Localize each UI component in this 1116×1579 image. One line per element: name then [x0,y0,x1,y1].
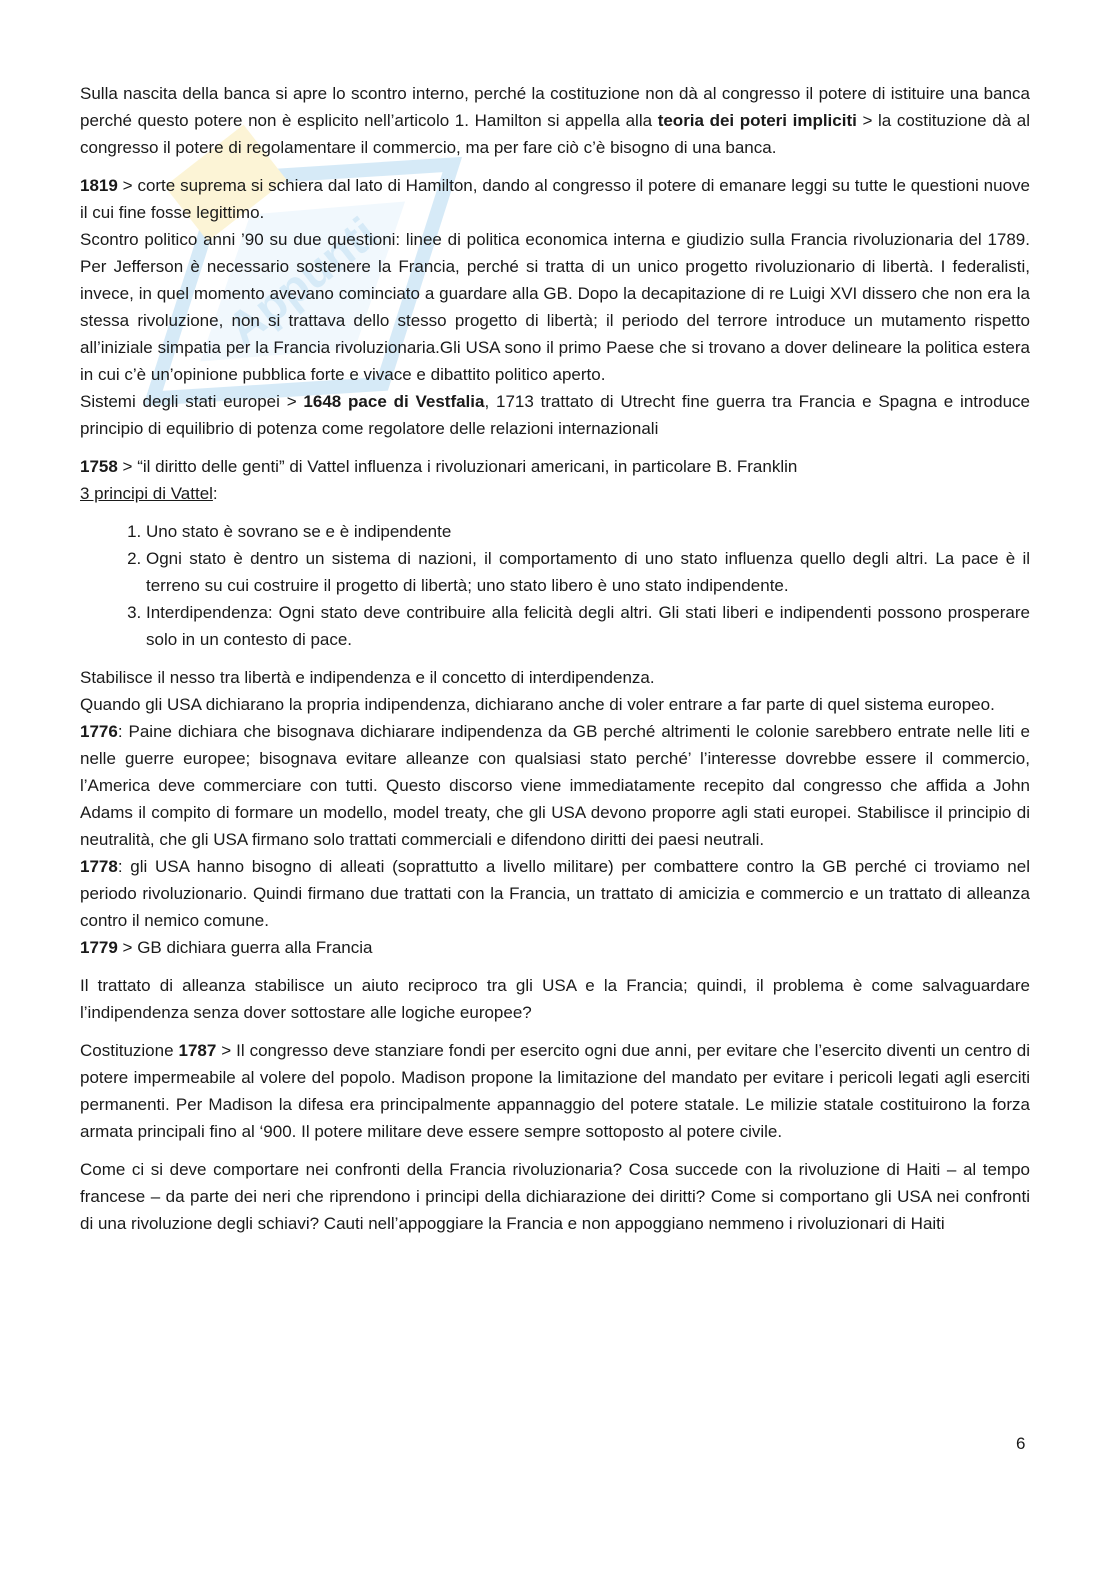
document-body [80,80,1030,1237]
list-item: 1. Uno stato è sovrano se e è indipendente [146,518,1030,545]
paragraph-1819: 1819 > corte suprema si schiera dal lato di Hamilton, dando al congresso il potere di emanare leggi su tutte le questioni nuove il cui fine fosse legittimo. [80,176,1030,222]
paragraph-alliance: Il trattato di alleanza stabilisce un aiuto reciproco tra gli USA e la Francia; quindi, il problema è come salvaguardare l’indipendenza senza dover sottostare alle logiche europee? [80,976,1030,1022]
paragraph-political-clash: Scontro politico anni ’90 su due questioni: linee di politica economica interna e giudizio sulla Francia rivoluzionaria del 1789. Per Jefferson è necessario sostenere la Francia, perché si tratta di un unico progetto rivoluzionario di libertà. I federalisti, invece, in quel momento avevano cominciato a guardare alla GB. Dopo la decapitazione di re Luigi XVI dissero che non era la stessa rivoluzione, non si trattava dello stesso progetto di libertà; il periodo del terrore introduce un mutamento rispetto all’iniziale simpatia per la Francia rivoluzionaria.Gli USA sono il primo Paese che si trovano a dover delineare la politica estera in cui c’è un’opinione pubblica forte e vivace e dibattito politico aperto. [80,230,1030,384]
paragraph-vattel-heading: 3 principi di Vattel: [80,484,218,503]
paragraph-haiti: Come ci si deve comportare nei confronti della Francia rivoluzionaria? Cosa succede con la rivoluzione di Haiti – al tempo francese – da parte dei neri che riprendono i principi della dichiarazione dei diritti? Come si comportano gli USA nei confronti di una rivoluzione degli schiavi? Cauti nell’appoggiare la Francia e non appoggiano nemmeno i rivoluzionari di Haiti [80,1160,1030,1233]
paragraph-independence: Quando gli USA dichiarano la propria indipendenza, dichiarano anche di voler entrare a far parte di quel sistema europeo. [80,695,995,714]
list-item: 2. Ogni stato è dentro un sistema di nazioni, il comportamento di uno stato influenza quello degli altri. La pace è il terreno su cui costruire il progetto di libertà; uno stato libero è uno stato indipendente. [146,545,1030,599]
page-number: 6 [1016,1434,1026,1453]
list-item: 3. Interdipendenza: Ogni stato deve contribuire alla felicità degli altri. Gli stati liberi e indipendenti possono prosperare solo in un contesto di pace. [146,599,1030,653]
paragraph-nexus: Stabilisce il nesso tra libertà e indipendenza e il concetto di interdipendenza. [80,668,655,687]
vattel-principles-list [80,518,1030,653]
paragraph-1776: 1776: Paine dichiara che bisognava dichiarare indipendenza da GB perché altrimenti le colonie sarebbero entrate nelle liti e nelle guerre europee; bisognava evitare alleanze con qualsiasi stato perché’ l’interesse dovrebbe essere il commercio, l’America deve commerciare con tutti. Questo discorso viene immediatamente recepito dal congresso che affida a John Adams il compito di formare un modello, model treaty, che gli USA devono proporre agli stati europei. Stabilisce il principio di neutralità, che gli USA firmano solo trattati commerciali e difendono diritti dei paesi neutrali. [80,722,1030,849]
paragraph-1779: 1779 > GB dichiara guerra alla Francia [80,938,373,957]
paragraph-1787: Costituzione 1787 > Il congresso deve stanziare fondi per esercito ogni due anni, per evitare che l’esercito diventi un centro di potere impermeabile al volere del popolo. Madison propone la limitazione del mandato per evitare i pericoli legati agli eserciti permanenti. Per Madison la difesa era principalmente appannaggio del potere statale. Le milizie statale costituirono la forza armata principali fino al ‘900. Il potere militare deve essere sempre sottoposto al potere civile. [80,1041,1030,1141]
paragraph-1778: 1778: gli USA hanno bisogno di alleati (soprattutto a livello militare) per combattere contro la GB perché ci troviamo nel periodo rivoluzionario. Quindi firmano due trattati con la Francia, un trattato di amicizia e commercio e un trattato di alleanza contro il nemico comune. [80,857,1030,930]
paragraph-bank: Sulla nascita della banca si apre lo scontro interno, perché la costituzione non dà al congresso il potere di istituire una banca perché questo potere non è esplicito nell’articolo 1. Hamilton si appella alla teoria dei poteri impliciti > la costituzione dà al congresso il potere di regolamentare il commercio, ma per fare ciò c’è bisogno di una banca. [80,84,1030,157]
paragraph-1758: 1758 > “il diritto delle genti” di Vattel influenza i rivoluzionari americani, in particolare B. Franklin [80,457,798,476]
paragraph-european-systems: Sistemi degli stati europei > 1648 pace di Vestfalia, 1713 trattato di Utrecht fine guerra tra Francia e Spagna e introduce principio di equilibrio di potenza come regolatore delle relazioni internazionali [80,392,1030,438]
svg-text:Appunti: Appunti [217,206,387,355]
